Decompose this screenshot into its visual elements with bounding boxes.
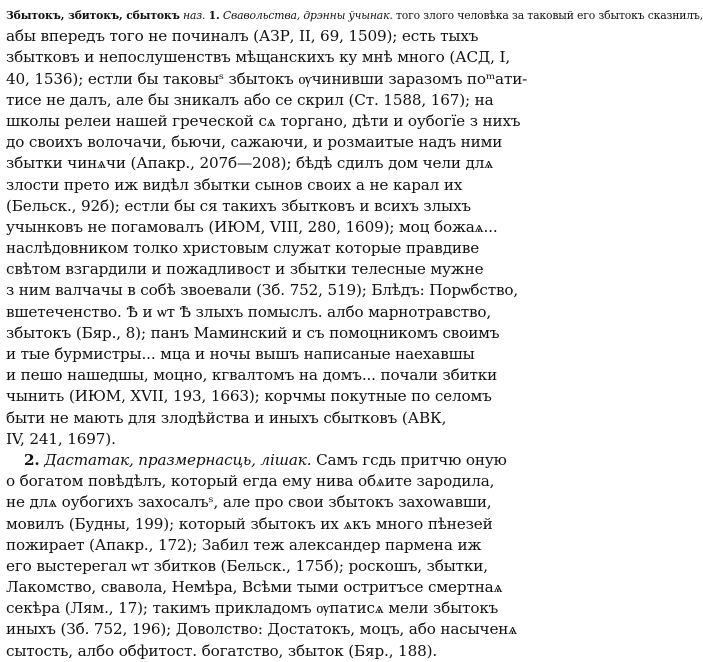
sense-1-line: злости прето иж видѣл збытки сынов своих а не карал их	[6, 175, 463, 194]
sense-1-meaning: Свавольства, дрэнны ўчынак.	[222, 9, 393, 22]
sense-1-body	[6, 26, 584, 450]
sense-1-number: 1.	[208, 9, 220, 22]
sense-2-first-line	[6, 450, 584, 471]
sense-2-line: пожирает (Апакр., 172); Забил теж александер пармена иж	[6, 535, 482, 554]
sense-1-line: з ним валчачы в собѣ звоевали (Зб. 752, 519); Блѣдъ: Порѡбство,	[6, 281, 519, 300]
sense-1-line: школы релеи нашей греческой сѧ торгано, дѣти и оубогїе з нихъ	[6, 111, 521, 130]
sense-1-line: чынить (ИЮМ, XVII, 193, 1663); корчмы покутные по селомъ	[6, 387, 492, 406]
sense-2-line: сытость, албо обфитост. богатство, збыток (Бяр., 188).	[6, 641, 438, 660]
sense-2-line: его выстерегал ѡт збитков (Бельск., 175б); роскошъ, збытки,	[6, 556, 488, 575]
grammar-label: наз.	[183, 9, 206, 22]
sense-1-line: свѣтом взгардили и пожадливост и збытки телесные мужне	[6, 260, 484, 279]
sense-1-line: и тые бурмистры... мца и ночы вышъ написаные наехавшы	[6, 345, 475, 363]
sense-1-line: абы впередъ того не починалъ (АЗР, II, 69, 1509); есть тыхъ	[6, 27, 479, 46]
sense-1-line: того злого человѣка за таковый его збытокъ сказнилъ,	[395, 9, 703, 22]
sense-2-line: о богатом повѣдѣлъ, который егда ему нива обѧите зародила,	[6, 472, 495, 491]
sense-1-line: збытокъ (Бяр., 8); панъ Маминский и съ помоцникомъ своимъ	[6, 323, 500, 342]
headword: Збытокъ, збитокъ, сбытокъ	[6, 9, 180, 22]
sense-1-line: IV, 241, 1697).	[6, 429, 116, 448]
sense-1-line: до своихъ волочачи, бьючи, сажаючи, и розмаитые надъ ними	[6, 133, 503, 152]
sense-1-line: 40, 1536); естли бы таковыˢ збытокъ ѹчинивши заразомъ поᵐати-	[6, 69, 528, 88]
sense-1-line: збытки чинѧчи (Апакр., 207б—208); бѣдѣ сдилъ дом чели длѧ	[6, 154, 494, 173]
sense-1-line: (Бельск., 92б); естли бы ся такихъ збытковъ и всихъ злыхъ	[6, 196, 471, 215]
sense-2-line: не длѧ оубогихъ захоcалъˢ, але про свои збытокъ захowавши,	[6, 493, 492, 512]
sense-2-number: 2.	[24, 450, 40, 469]
sense-2-line: иныхъ (Зб. 752, 196); Доволство: Достатокъ, моцъ, або насыченѧ	[6, 620, 518, 639]
sense-1-line: вшетеченство. Ѣ и ѡт Ѣ злыхъ помыслъ. албо марнотравство,	[6, 302, 492, 321]
sense-1-line: наслѣдовником толко христовым служат которые правдиве	[6, 239, 480, 258]
sense-1-line: збытковъ и непослушенствъ мѣщанскихъ ку мнѣ много (АСД, I,	[6, 48, 510, 67]
sense-2-line-0: Самъ гсдь притчю оную	[316, 450, 507, 469]
sense-1-line: тисе не далъ, але бы зникалъ або се скрил (Ст. 1588, 167); на	[6, 90, 494, 109]
sense-2-line: Лакомство, свавола, Немѣра, Всѣми тыми остритъсе смертнаѧ	[6, 578, 503, 597]
sense-1-line: быти не мають для злодѣйства и иныхъ сбытковъ (АВК,	[6, 408, 447, 427]
entry-first-line	[6, 5, 703, 26]
sense-2-line: мовилъ (Будны, 199); который збытокъ их ѧкъ много пѣнезей	[6, 514, 493, 533]
sense-2-body	[6, 471, 584, 662]
sense-2-meaning: Дастатак, празмернасць, лішак.	[44, 450, 312, 469]
sense-1-line: учынковъ не погамовалъ (ИЮМ, VIII, 280, 1609); моц божаѧ...	[6, 217, 498, 236]
sense-2-line: секѣра (Лям., 17); такимъ прикладомъ ѹпатисѧ мели збытокъ	[6, 599, 499, 618]
sense-1-line: и пешо нашедшы, моцно, кгвалтомъ на домъ... почали збитки	[6, 366, 498, 385]
